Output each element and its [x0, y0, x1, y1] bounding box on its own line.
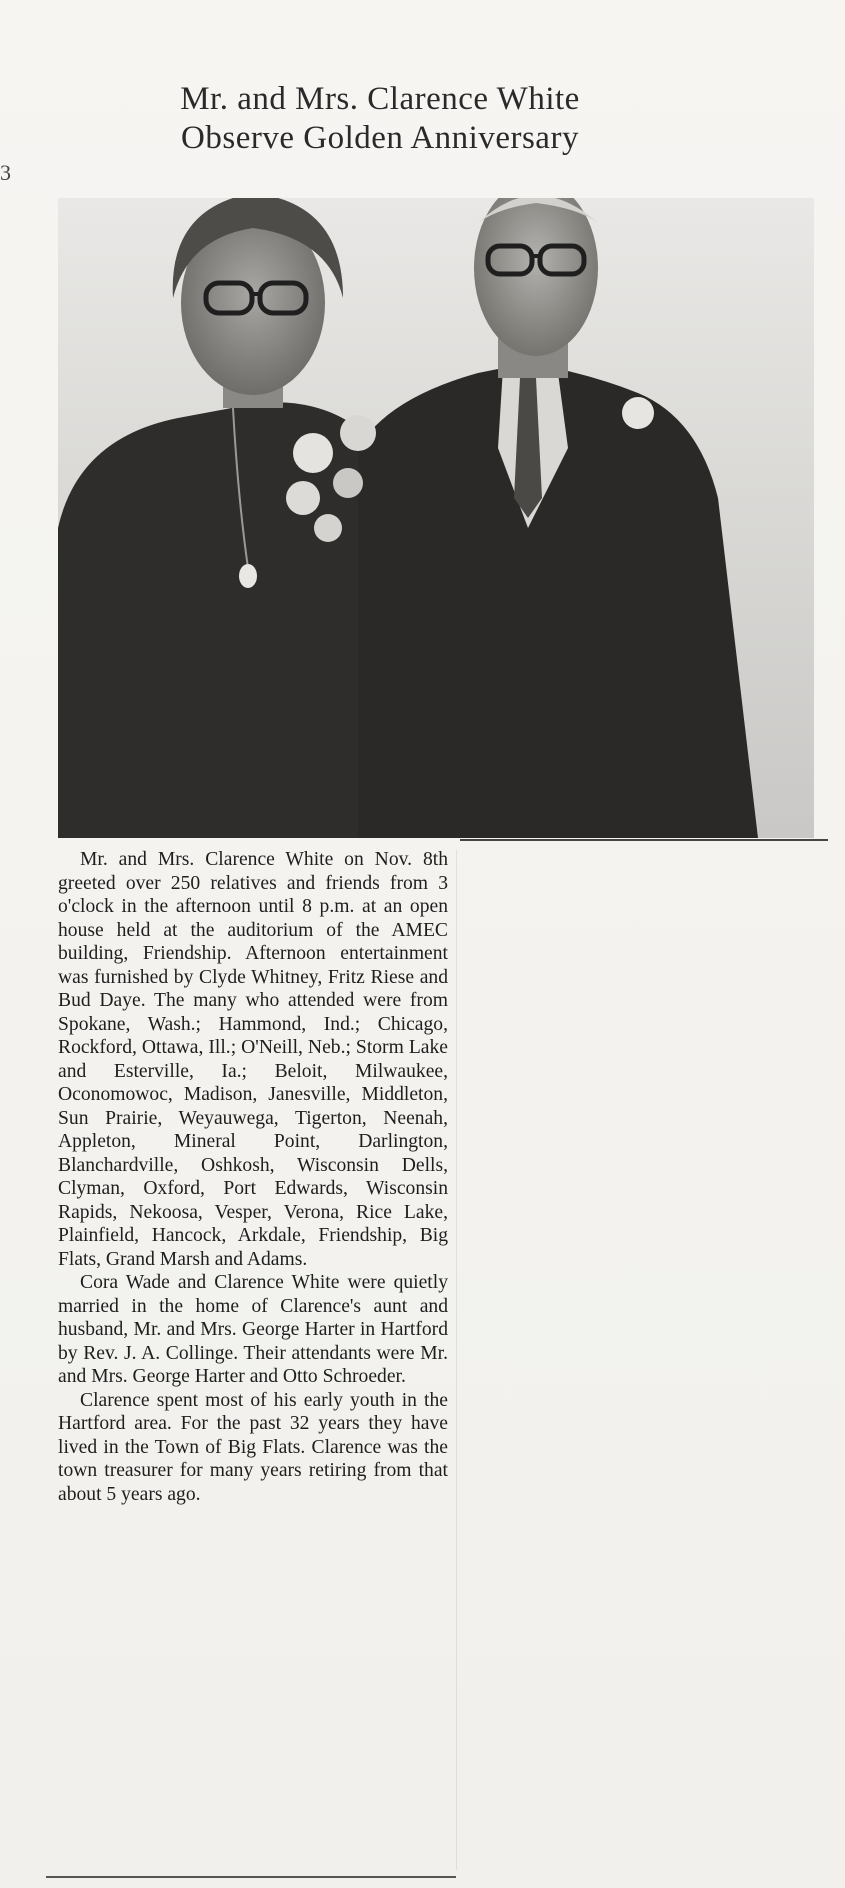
headline-line-1: Mr. and Mrs. Clarence White [180, 81, 580, 117]
portrait-illustration [58, 198, 814, 838]
column-divider [456, 850, 457, 1870]
couple-portrait-photo [58, 198, 814, 838]
article-paragraph-1: Mr. and Mrs. Clarence White on Nov. 8th greeted over 250 relatives and friends from 3 o'clock in the afternoon until 8 p.m. at an open house held at the auditorium of the AMEC building, Friendship. Afternoon entertainment was furnished by Clyde Whitney, Fritz Riese and Bud Daye. The many who attended were from Spokane, Wash.; Hammond, Ind.; Chicago, Rockford, Ottawa, Ill.; O'Neill, Neb.; Storm Lake and Esterville, Ia.; Beloit, Milwaukee, Oconomowoc, Madison, Janesville, Middleton, Sun Prairie, Weyauwega, Tigerton, Neenah, Appleton, Mineral Point, Darlington, Blanchardville, Oshkosh, Wisconsin Dells, Clyman, Oxford, Port Edwards, Wisconsin Rapids, Nekoosa, Vesper, Verona, Rice Lake, Plainfield, Hancock, Arkdale, Friendship, Big Flats, Grand Marsh and Adams. [58, 849, 448, 1270]
article-paragraph-2: Cora Wade and Clarence White were quietly married in the home of Clarence's aunt and husband, Mr. and Mrs. George Harter in Hartford by Rev. J. A. Collinge. Their attendants were Mr. and Mrs. George Harter and Otto Schroeder. [58, 1272, 448, 1387]
article-bottom-rule [46, 1876, 456, 1878]
headline-line-2: Observe Golden Anniversary [181, 120, 579, 156]
article-body [58, 848, 448, 1506]
headline [60, 80, 700, 158]
margin-mark-left: 3 [0, 160, 11, 185]
article-paragraph-3: Clarence spent most of his early youth in the Hartford area. For the past 32 years they have lived in the Town of Big Flats. Clarence was the town treasurer for many years retiring from that about 5 years ago. [58, 1389, 448, 1505]
photo-bottom-rule [460, 839, 828, 841]
